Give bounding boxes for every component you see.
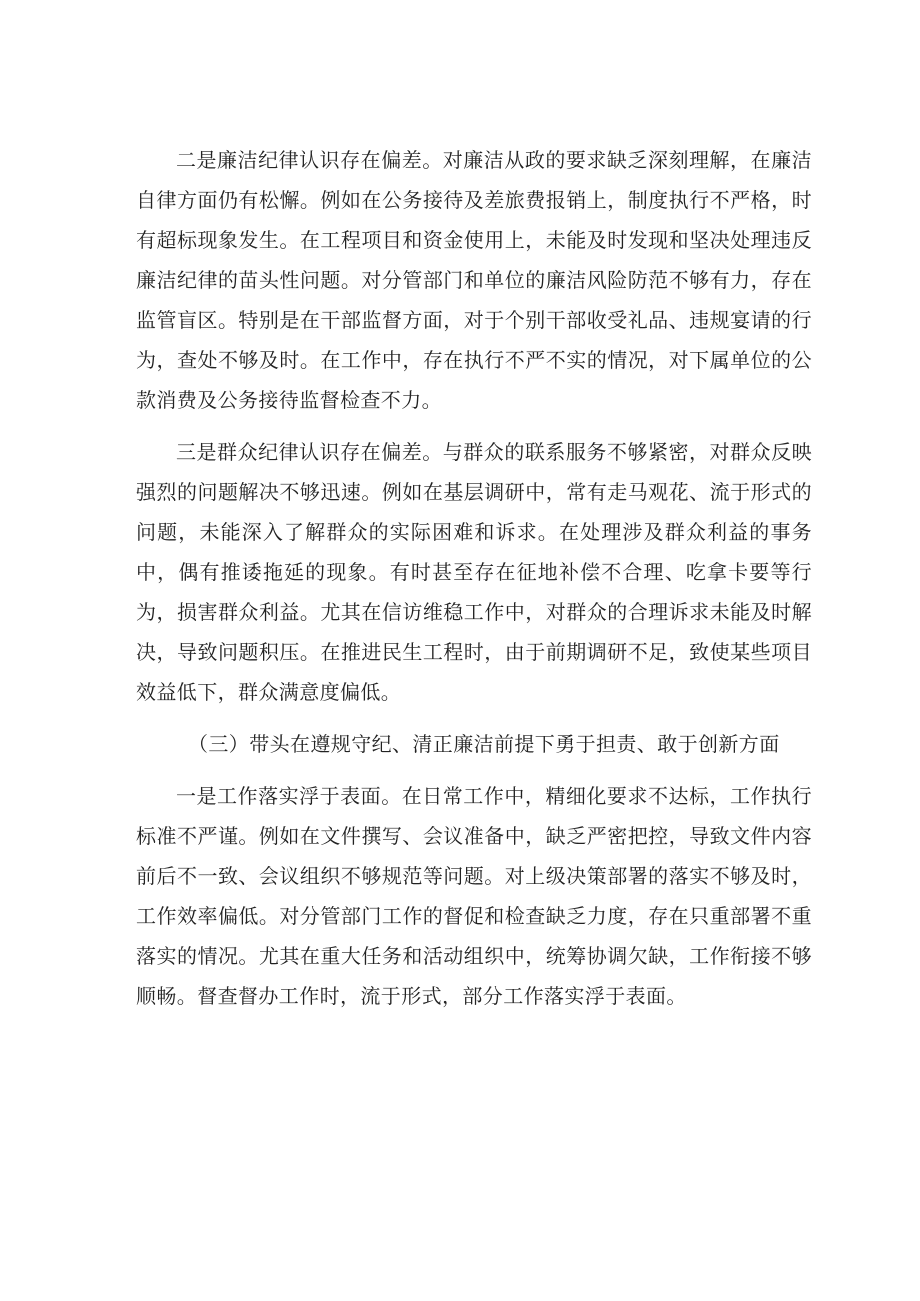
document-body (136, 140, 812, 1028)
paragraph-mass-discipline: 三是群众纪律认识存在偏差。与群众的联系服务不够紧密，对群众反映强烈的问题解决不够迅速。例如在基层调研中，常有走马观花、流于形式的问题，未能深入了解群众的实际困难和诉求。在处理涉及群众利益的事务中，偶有推诿拖延的现象。有时甚至存在征地补偿不合理、吃拿卡要等行为，损害群众利益。尤其在信访维稳工作中，对群众的合理诉求未能及时解决，导致问题积压。在推进民生工程时，由于前期调研不足，致使某些项目效益低下，群众满意度偏低。 (136, 440, 812, 704)
section-heading: （三）带头在遵规守纪、清正廉洁前提下勇于担责、敢于创新方面 (188, 732, 780, 756)
paragraph-work-implementation: 一是工作落实浮于表面。在日常工作中，精细化要求不达标，工作执行标准不严谨。例如在文件撰写、会议准备中，缺乏严密把控，导致文件内容前后不一致、会议组织不够规范等问题。对上级决策部署的落实不够及时，工作效率偏低。对分管部门工作的督促和检查缺乏力度，存在只重部署不重落实的情况。尤其在重大任务和活动组织中，统筹协调欠缺，工作衔接不够顺畅。督查督办工作时，流于形式，部分工作落实浮于表面。 (136, 784, 812, 1008)
paragraph-integrity-discipline: 二是廉洁纪律认识存在偏差。对廉洁从政的要求缺乏深刻理解，在廉洁自律方面仍有松懈。例如在公务接待及差旅费报销上，制度执行不严格，时有超标现象发生。在工程项目和资金使用上，未能及时发现和坚决处理违反廉洁纪律的苗头性问题。对分管部门和单位的廉洁风险防范不够有力，存在监管盲区。特别是在干部监督方面，对于个别干部收受礼品、违规宴请的行为，查处不够及时。在工作中，存在执行不严不实的情况，对下属单位的公款消费及公务接待监督检查不力。 (136, 148, 812, 412)
